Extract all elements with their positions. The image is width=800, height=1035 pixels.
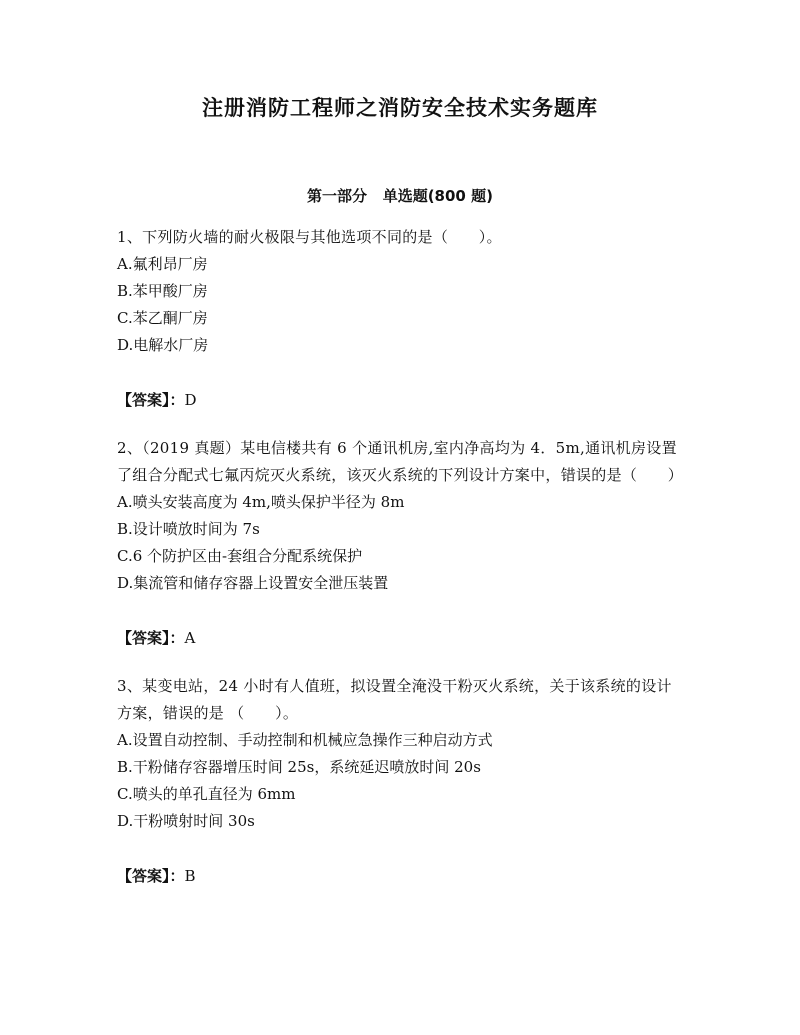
option-b: B.苯甲酸厂房 <box>117 282 208 300</box>
option-a: A.设置自动控制、手动控制和机械应急操作三种启动方式 <box>117 731 493 749</box>
option-d: D.集流管和储存容器上设置安全泄压装置 <box>117 574 389 592</box>
answer-line <box>117 387 687 414</box>
answer-value: A <box>184 629 196 647</box>
option-c: C.6 个防护区由-套组合分配系统保护 <box>117 547 363 565</box>
answer-label: 【答案】： <box>117 391 185 409</box>
question-stem: 1、下列防火墙的耐火极限与其他选项不同的是（ ）。 <box>117 228 502 246</box>
answer-label: 【答案】： <box>117 867 185 885</box>
answer-line <box>117 625 687 652</box>
option-d: D.电解水厂房 <box>117 336 209 354</box>
document-title: 注册消防工程师之消防安全技术实务题库 <box>202 96 598 120</box>
option-d: D.干粉喷射时间 30s <box>117 812 255 830</box>
question-2 <box>117 435 687 652</box>
question-3 <box>117 673 687 890</box>
option-b: B.设计喷放时间为 7s <box>117 520 260 538</box>
option-a: A.氟利昂厂房 <box>117 255 208 273</box>
answer-label: 【答案】： <box>117 629 185 647</box>
answer-line <box>117 863 687 890</box>
option-c: C.喷头的单孔直径为 6mm <box>117 785 296 803</box>
section-title: 第一部分 单选题(800 题) <box>307 187 493 205</box>
question-stem: 3、某变电站，24 小时有人值班，拟设置全淹没干粉灭火系统，关于该系统的设计方案，错误的是 （ ）。 <box>117 677 672 722</box>
option-c: C.苯乙酮厂房 <box>117 309 208 327</box>
question-1 <box>117 224 687 414</box>
option-b: B.干粉储存容器增压时间 25s，系统延迟喷放时间 20s <box>117 758 481 776</box>
question-stem: 2、（2019 真题）某电信楼共有 6 个通讯机房,室内净高均为 4．5m,通讯机房设置了组合分配式七氟丙烷灭火系统，该灭火系统的下列设计方案中，错误的是（ ） <box>117 439 684 484</box>
option-a: A.喷头安装高度为 4m,喷头保护半径为 8m <box>117 493 405 511</box>
answer-value: D <box>184 391 197 409</box>
answer-value: B <box>184 867 196 885</box>
question-list <box>117 224 687 911</box>
